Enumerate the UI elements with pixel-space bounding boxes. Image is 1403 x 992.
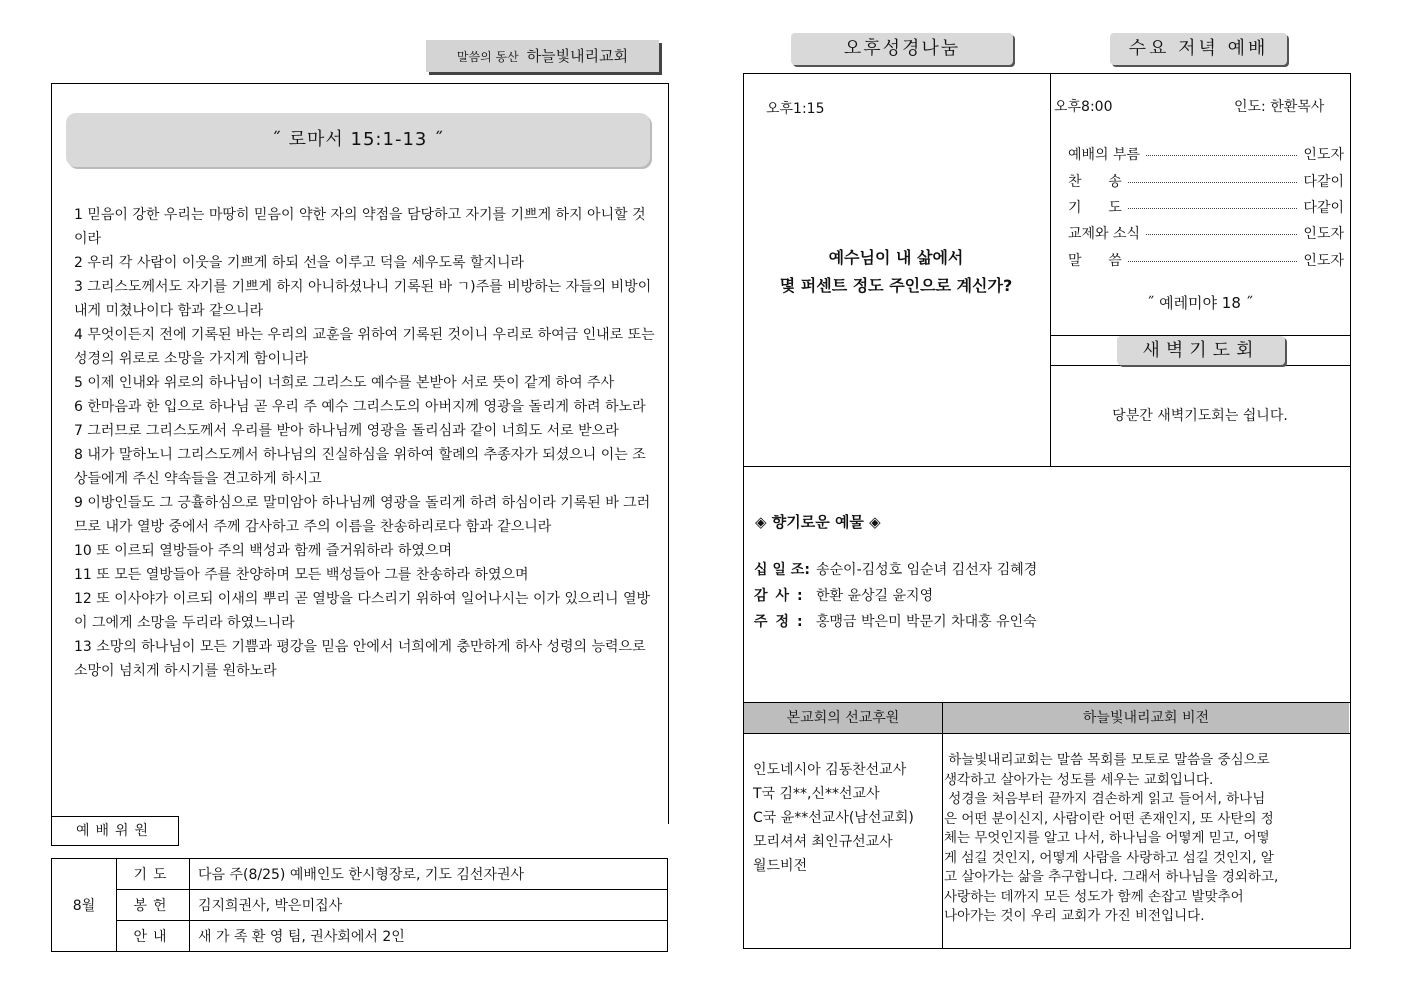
vision-text — [944, 751, 1346, 927]
vision-line: 하늘빛내리교회는 말씀 목회를 모토로 말씀을 중심으로 — [944, 752, 1270, 768]
vision-line: 체는 무엇인지를 알고 나서, 하나님을 어떻게 믿고, 어떻 — [944, 830, 1270, 846]
divider — [942, 702, 943, 948]
order-name: 찬 송 — [1068, 174, 1122, 190]
dawn-prayer-notice: 당분간 새벽기도회는 쉽니다. — [1112, 408, 1288, 424]
detail-cell: 새 가 족 환 영 팀, 권사회에서 2인 — [190, 921, 668, 952]
verse: 2 우리 각 사람이 이웃을 기쁘게 하되 선을 이루고 덕을 세우도록 할지니라 — [74, 255, 525, 271]
mission-support-header: 본교회의 선교후원 — [744, 703, 942, 733]
church-header-tag — [426, 40, 659, 72]
offering-names: 홍맹금 박은미 박문기 차대홍 유인숙 — [816, 614, 1037, 630]
afternoon-topic — [743, 244, 1049, 300]
scripture-reference: ˝ 로마서 15:1-13 ˝ — [66, 113, 650, 167]
offering-row — [754, 559, 1037, 579]
table-row — [52, 921, 668, 952]
vision-line: 생각하고 살아가는 성도를 세우는 교회입니다. — [944, 771, 1214, 788]
role-cell: 안내 — [117, 921, 190, 952]
topic-line: 몇 퍼센트 정도 주인으로 계신가? — [779, 276, 1013, 295]
divider — [1050, 365, 1350, 366]
order-name: 예배의 부름 — [1068, 147, 1141, 163]
verse: 12 또 이사야가 이르되 이새의 뿌리 곧 열방을 다스리기 위하여 일어나시는 이가 있으리니 열방이 그에게 소망을 두리라 하였느니라 — [74, 591, 651, 631]
wednesday-scripture: ˝ 예레미야 18 ˝ — [1146, 294, 1254, 312]
table-row — [52, 890, 668, 921]
offering-title: ◈ 향기로운 예물 ◈ — [755, 513, 881, 531]
order-item — [1068, 171, 1344, 191]
vision-line: 사랑하는 데까지 모든 성도가 함께 손잡고 발맞추어 — [944, 888, 1244, 905]
vision-line: 나아가는 것이 우리 교회가 가진 비전입니다. — [944, 908, 1205, 924]
church-name: 하늘빛내리교회 — [526, 47, 629, 65]
order-item — [1068, 197, 1344, 217]
header-subtitle: 말씀의 동산 — [456, 50, 519, 64]
month-cell: 8월 — [52, 859, 117, 952]
verse: 5 이제 인내와 위로의 하나님이 너희로 그리스도 예수를 본받아 서로 뜻이 같게 하여 주사 — [74, 375, 615, 391]
order-who: 다같이 — [1303, 174, 1344, 190]
verse: 6 한마음과 한 입으로 하나님 곧 우리 주 예수 그리스도의 아버지께 영광을 돌리게 하려 하노라 — [74, 399, 646, 415]
offering-row — [754, 585, 933, 605]
order-who: 인도자 — [1303, 147, 1344, 163]
leader-dots — [1128, 260, 1298, 262]
order-name: 기 도 — [1068, 200, 1122, 216]
order-item — [1068, 223, 1344, 243]
order-name: 말 씀 — [1068, 253, 1122, 269]
offering-label: 주정: — [754, 614, 811, 630]
wednesday-leader: 인도: 한환목사 — [1234, 99, 1325, 115]
verse: 11 또 모든 열방들아 주를 찬양하며 모든 백성들아 그를 찬송하라 하였으며 — [74, 567, 529, 583]
list-item: C국 윤**선교사(남선교회) — [753, 810, 914, 826]
leader-dots — [1146, 154, 1297, 156]
verse: 7 그러므로 그리스도께서 우리를 받아 하나님께 영광을 돌리심과 같이 너희도 서로 받으라 — [74, 423, 619, 439]
divider — [743, 733, 1350, 734]
verse: 8 내가 말하노니 그리스도께서 하나님의 진실하심을 위하여 할례의 추종자가 되셨으니 이는 조상들에게 주신 약속들을 견고하게 하시고 — [74, 447, 646, 487]
order-who: 인도자 — [1303, 253, 1344, 269]
list-item: 인도네시아 김동찬선교사 — [753, 762, 907, 778]
list-item: 모리셔셔 최인규선교사 — [753, 834, 893, 850]
verse: 9 이방인들도 그 긍휼하심으로 말미암아 하나님께 영광을 돌리게 하려 하심이라 기록된 바 그러므로 내가 열방 중에서 주께 감사하고 주의 이름을 찬송하리로다 함과 같으니라 — [74, 495, 651, 535]
detail-cell: 김지희권사, 박은미집사 — [190, 890, 668, 921]
order-who: 다같이 — [1303, 200, 1344, 216]
offering-names: 한환 윤상길 윤지영 — [816, 588, 934, 604]
order-who: 인도자 — [1303, 226, 1344, 242]
verse: 3 그리스도께서도 자기를 기쁘게 하지 아니하셨나니 기록된 바 ㄱ)주를 비방하는 자들의 비방이 내게 미쳤나이다 함과 같으니라 — [74, 279, 652, 319]
order-name: 교제와 소식 — [1068, 226, 1141, 242]
divider — [743, 466, 1350, 467]
leader-dots — [1128, 181, 1298, 183]
dawn-prayer-label: 새벽기도회 — [1117, 336, 1285, 365]
order-item — [1068, 144, 1344, 164]
verse: 10 또 이르되 열방들아 주의 백성과 함께 즐거워하라 하였으며 — [74, 543, 452, 559]
topic-line: 예수님이 내 삶에서 — [828, 248, 964, 267]
wednesday-service-tab: 수요 저녁 예배 — [1110, 33, 1287, 65]
vision-line: 게 섬길 것인지, 어떻게 사람을 사랑하고 섬길 것인지, 알 — [944, 849, 1274, 866]
worship-committee-label: 예배위원 — [51, 816, 179, 846]
detail-cell: 다음 주(8/25) 예배인도 한시형장로, 기도 김선자권사 — [190, 859, 668, 890]
table-row — [52, 859, 668, 890]
vision-line: 은 어떤 분이신지, 사람이란 어떤 존재인지, 또 사탄의 정 — [944, 810, 1274, 827]
leader-dots — [1146, 233, 1297, 235]
list-item: 월드비전 — [753, 858, 808, 874]
verse: 4 무엇이든지 전에 기록된 바는 우리의 교훈을 위하여 기록된 것이니 우리로 하여금 인내로 또는 성경의 위로로 소망을 가지게 함이니라 — [74, 327, 655, 367]
order-item — [1068, 250, 1344, 270]
mission-list — [753, 758, 914, 878]
vision-line: 성경을 처음부터 끝까지 겸손하게 읽고 들어서, 하나님 — [944, 791, 1266, 807]
worship-committee-table — [51, 858, 668, 952]
offering-label: 감사: — [754, 588, 811, 604]
afternoon-bible-tab: 오후성경나눔 — [791, 33, 1013, 65]
wednesday-time: 오후8:00 — [1054, 99, 1113, 115]
offering-row — [754, 611, 1037, 631]
list-item: T국 김**,신**선교사 — [753, 786, 880, 802]
offering-names: 송순이-김성호 임순녀 김선자 김혜경 — [816, 562, 1038, 578]
vision-line: 고 살아가는 삶을 추구합니다. 그래서 하나님을 경외하고, — [944, 869, 1279, 885]
verse-list — [74, 203, 659, 683]
offering-label: 십 일 조: — [754, 562, 810, 578]
afternoon-time: 오후1:15 — [766, 101, 825, 117]
verse: 1 믿음이 강한 우리는 마땅히 믿음이 약한 자의 약점을 담당하고 자기를 기쁘게 하지 아니할 것이라 — [74, 207, 646, 247]
church-vision-header: 하늘빛내리교회 비전 — [943, 703, 1349, 733]
verse: 13 소망의 하나님이 모든 기쁨과 평강을 믿음 안에서 너희에게 충만하게 하사 성령의 능력으로 소망이 넘치게 하시기를 원하노라 — [74, 639, 646, 679]
role-cell: 봉헌 — [117, 890, 190, 921]
role-cell: 기도 — [117, 859, 190, 890]
leader-dots — [1128, 207, 1298, 209]
